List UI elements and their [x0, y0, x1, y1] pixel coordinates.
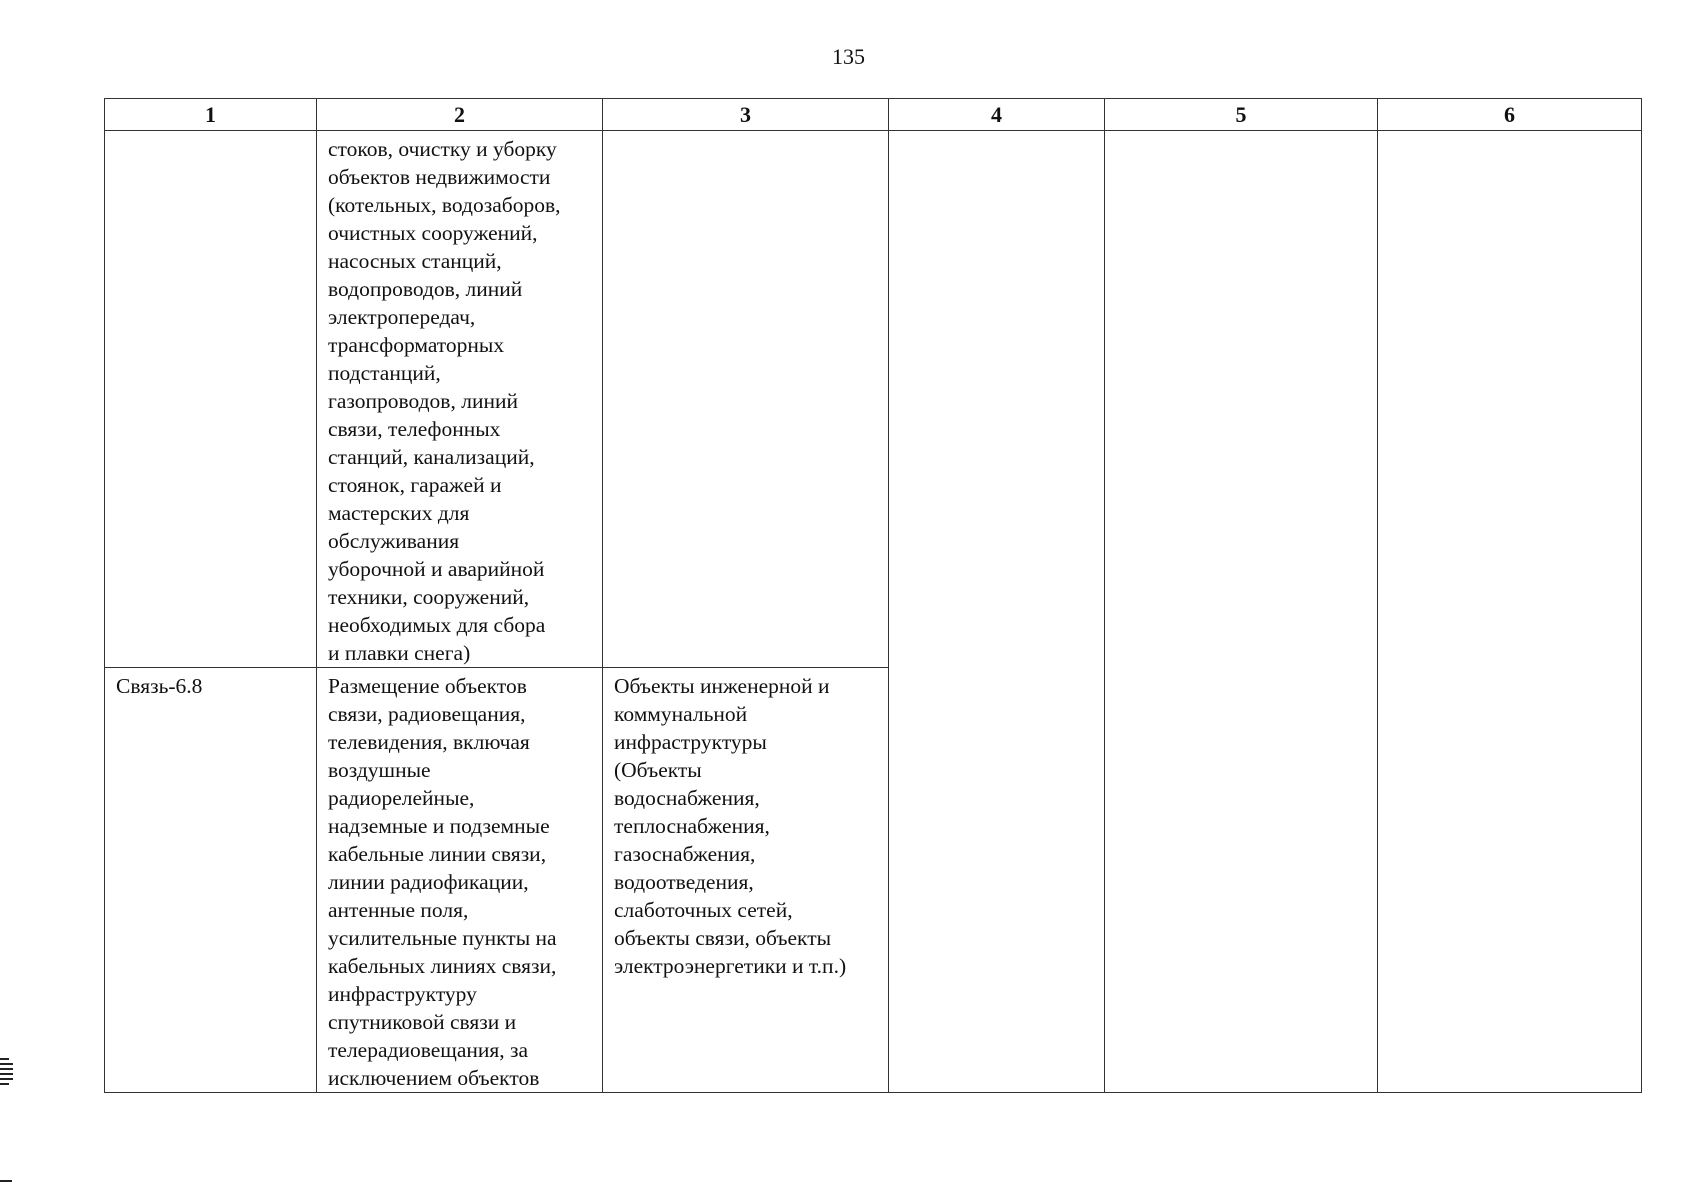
cell-text-line: необходимых для сбора [328, 613, 546, 637]
cell-text-line: теплоснабжения, [614, 814, 770, 838]
cell-text-line: линии радиофикации, [328, 870, 529, 894]
cell-text-line: связи, радиовещания, [328, 702, 526, 726]
cell-text-line: обслуживания [328, 529, 460, 553]
scan-margin-marks [0, 1058, 14, 1088]
cell-text-line: исключением объектов [328, 1066, 540, 1090]
cell-text-line: спутниковой связи и [328, 1010, 517, 1034]
column-header-5: 5 [1105, 99, 1378, 131]
cell-text-line: газопроводов, линий [328, 389, 518, 413]
cell-text-line: газоснабжения, [614, 842, 756, 866]
cell-text-line: кабельные линии связи, [328, 842, 547, 866]
column-header-4: 4 [889, 99, 1105, 131]
page-number: 135 [832, 44, 865, 69]
cell-text-line: связи, телефонных [328, 417, 501, 441]
cell-text-line: электроэнергетики и т.п.) [614, 954, 847, 978]
row2-col2-cell [317, 668, 603, 1093]
cell-text-line: уборочной и аварийной [328, 557, 545, 581]
cell-text-line: воздушные [328, 758, 431, 782]
row2-col4-cell [889, 668, 1105, 1093]
row2-col5-cell [1105, 668, 1378, 1093]
cell-text-line: объектов недвижимости [328, 165, 551, 189]
row1-col1-cell [105, 131, 317, 668]
column-header-6: 6 [1378, 99, 1642, 131]
cell-text-line: усилительные пункты на [328, 926, 557, 950]
cell-text-line: кабельных линиях связи, [328, 954, 557, 978]
cell-text-line: станций, канализаций, [328, 445, 535, 469]
cell-text-line: (котельных, водозаборов, [328, 193, 561, 217]
cell-text-line: Связь-6.8 [116, 674, 203, 698]
cell-text-line: радиорелейные, [328, 786, 475, 810]
row1-col3-cell [603, 131, 889, 668]
cell-text-line: коммунальной [614, 702, 748, 726]
table-header-row [105, 99, 1642, 131]
cell-text-line: очистных сооружений, [328, 221, 538, 245]
cell-text-line: трансформаторных [328, 333, 505, 357]
cell-text-line: водопроводов, линий [328, 277, 523, 301]
cell-text-line: водоснабжения, [614, 786, 760, 810]
table-row [105, 131, 1642, 668]
cell-text-line: телерадиовещания, за [328, 1038, 529, 1062]
cell-text-line: инфраструктуру [328, 982, 477, 1006]
scan-edge-mark [0, 1180, 12, 1182]
table-row [105, 668, 1642, 1093]
row1-col6-cell [1378, 131, 1642, 668]
column-header-2: 2 [317, 99, 603, 131]
cell-text-line: Размещение объектов [328, 674, 527, 698]
cell-text-line: техники, сооружений, [328, 585, 530, 609]
row2-col3-cell [603, 668, 889, 1093]
cell-text-line: слаботочных сетей, [614, 898, 793, 922]
cell-text-line: и плавки снега) [328, 641, 471, 665]
cell-text-line: стоков, очистку и уборку [328, 137, 557, 161]
cell-text-line: мастерских для [328, 501, 470, 525]
cell-text-line: инфраструктуры [614, 730, 767, 754]
cell-text-line: объекты связи, объекты [614, 926, 832, 950]
cell-text-line: телевидения, включая [328, 730, 530, 754]
cell-text-line: подстанций, [328, 361, 441, 385]
cell-text-line: антенные поля, [328, 898, 469, 922]
column-header-3: 3 [603, 99, 889, 131]
row2-col1-cell [105, 668, 317, 1093]
cell-text-line: стоянок, гаражей и [328, 473, 502, 497]
row2-col6-cell [1378, 668, 1642, 1093]
cell-text-line: водоотведения, [614, 870, 754, 894]
cell-text-line: электропередач, [328, 305, 476, 329]
cell-text-line: насосных станций, [328, 249, 502, 273]
document-table [104, 98, 1642, 1093]
cell-text-line: надземные и подземные [328, 814, 550, 838]
cell-text-line: Объекты инженерной и [614, 674, 830, 698]
cell-text-line: (Объекты [614, 758, 702, 782]
row1-col2-cell [317, 131, 603, 668]
column-header-1: 1 [105, 99, 317, 131]
row1-col5-cell [1105, 131, 1378, 668]
row1-col4-cell [889, 131, 1105, 668]
